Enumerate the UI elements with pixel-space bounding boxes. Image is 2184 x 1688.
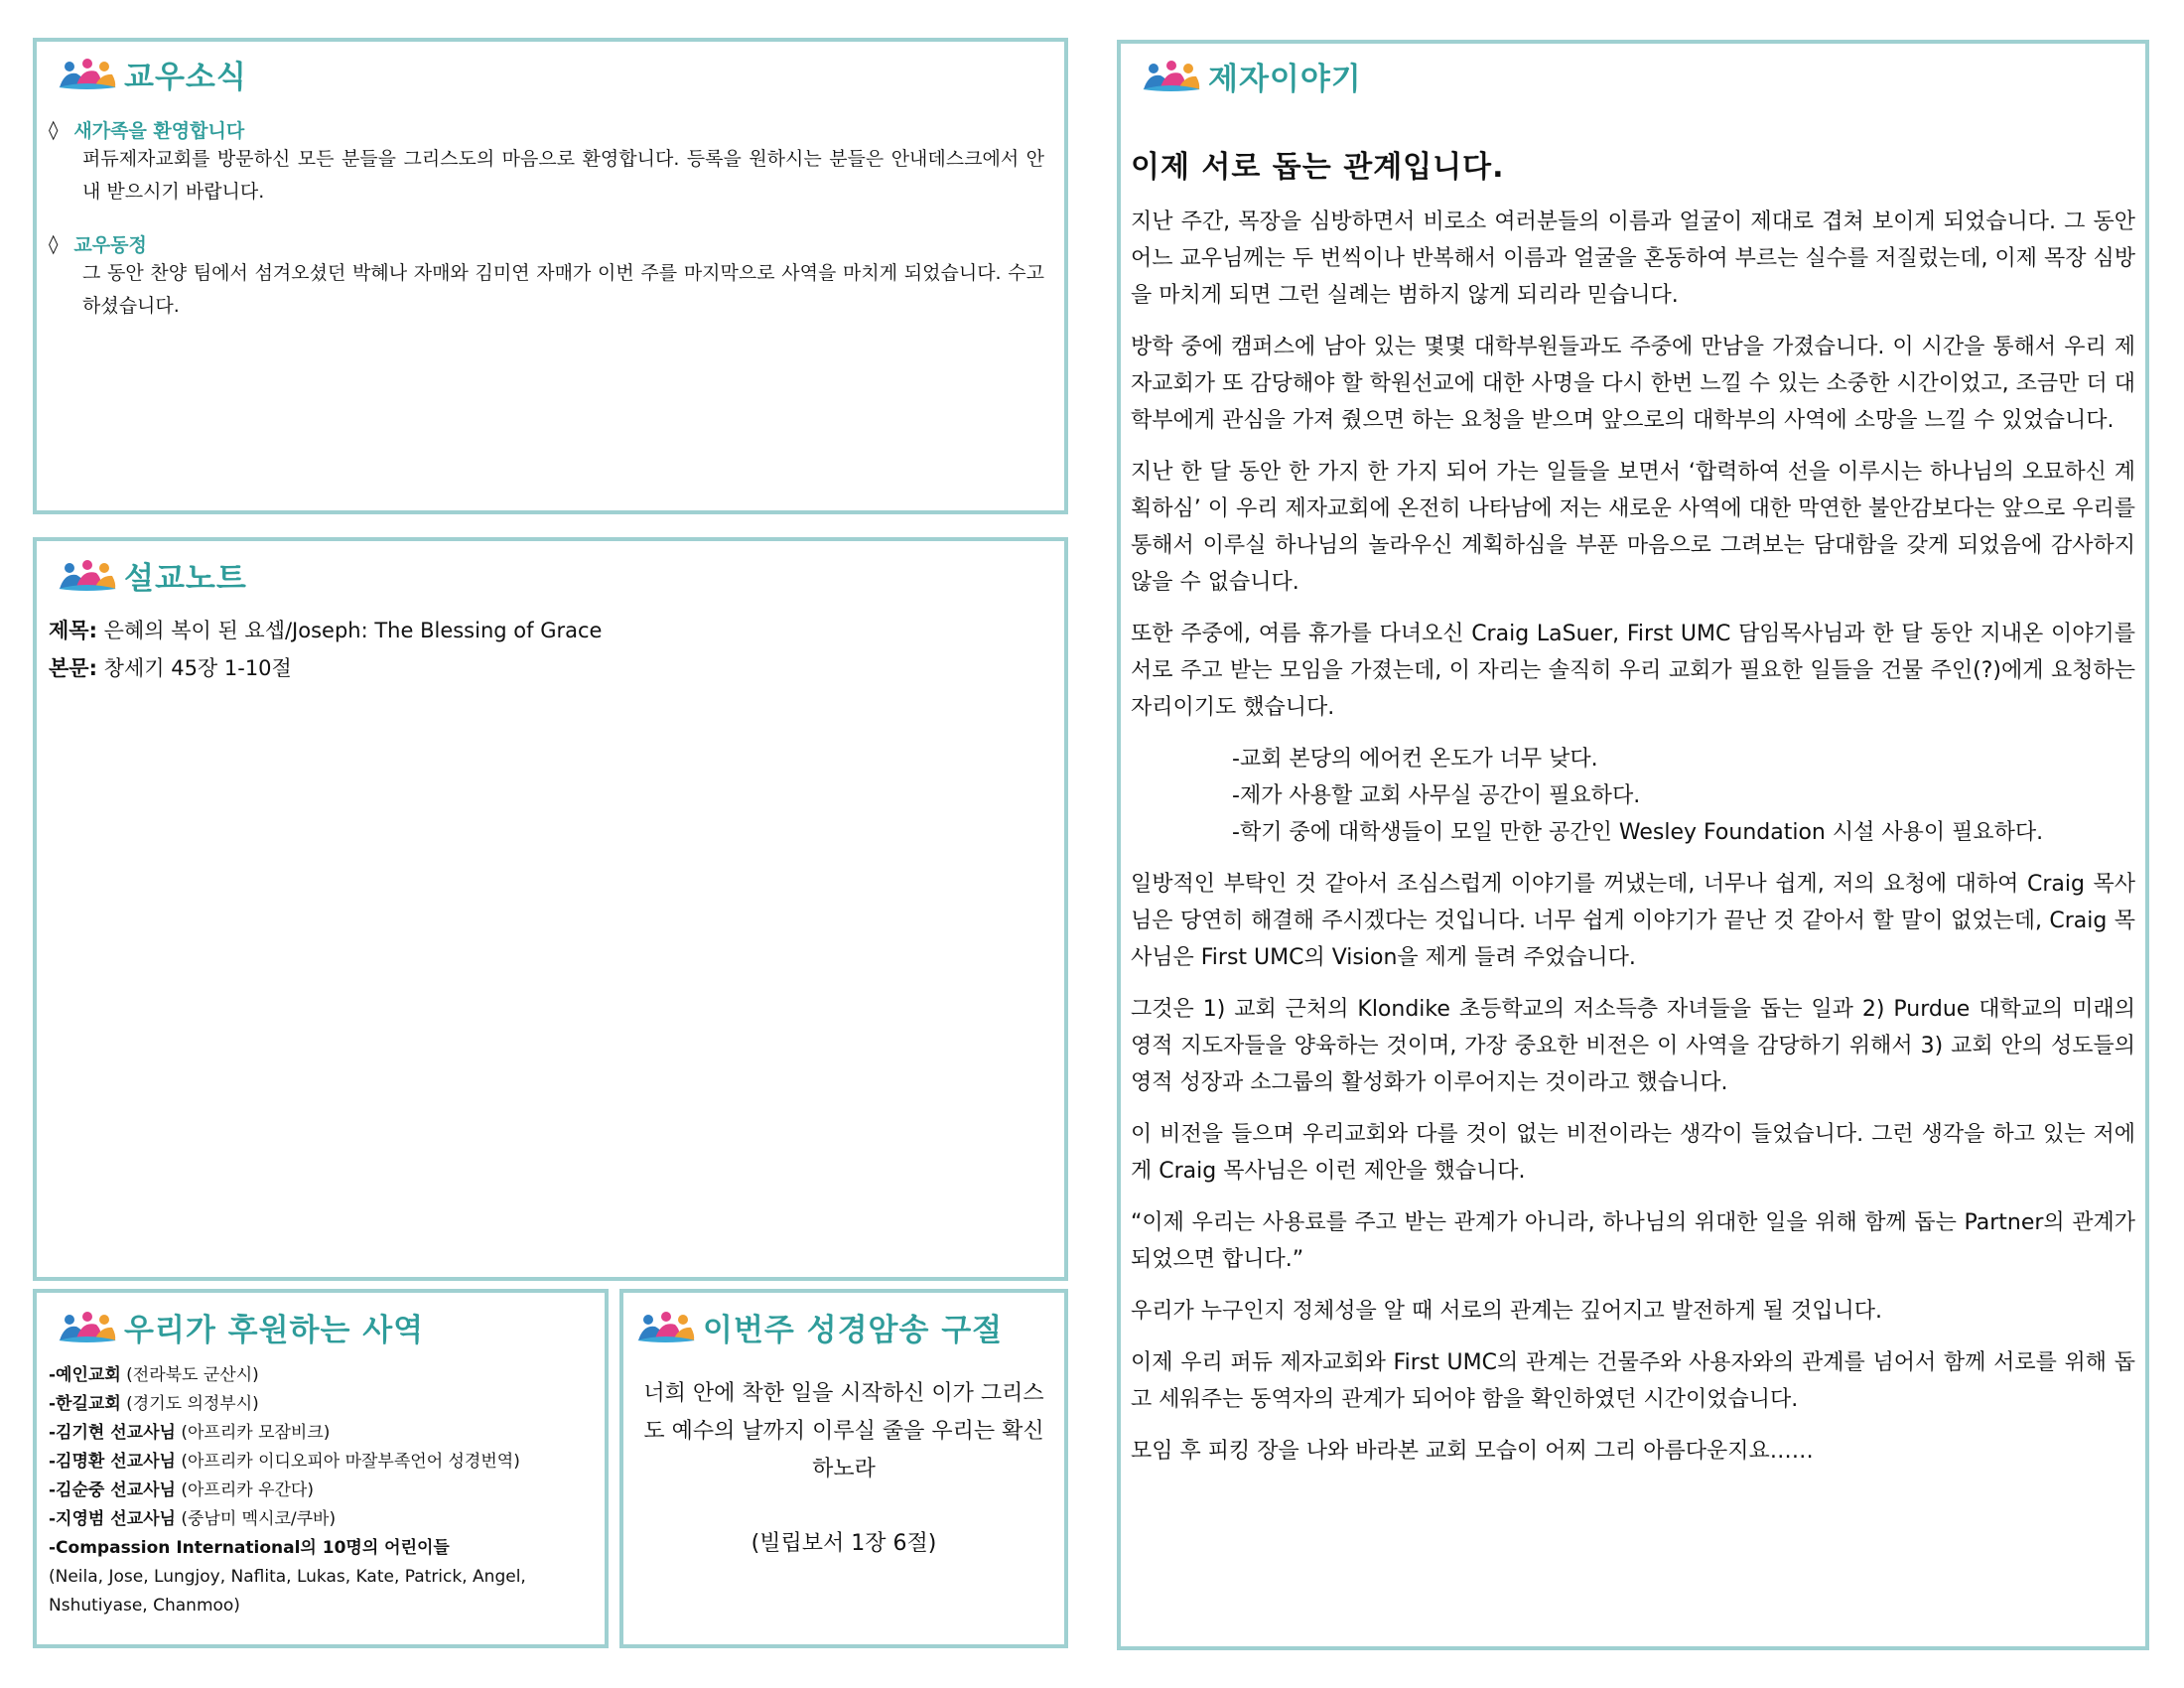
subject-value: 은혜의 복이 된 요셉/Joseph: The Blessing of Grace <box>103 619 603 642</box>
people-logo-icon <box>57 559 118 593</box>
story-paragraph: 또한 주중에, 여름 휴가를 다녀오신 Craig LaSuer, First UMC 담임목사님과 한 달 동안 지내온 이야기를 서로 주고 받는 모임을 가졌는데, 이 자리는 솔직히 우리 교회가 필요한 일들을 건물 주인(?)에게 요청하는 자리이기도 했습니다. <box>1131 622 2135 720</box>
story-paragraph: 지난 주간, 목장을 심방하면서 비로소 여러분들의 이름과 얼굴이 제대로 겹쳐 보이게 되었습니다. 그 동안 어느 교우님께는 두 번씩이나 반복해서 이름과 얼굴을 혼동하여 부르는 실수를 저질렀는데, 이제 목장 심방을 마치게 되면 그런 실례는 범하지 않게 되리라 믿습니다. <box>1131 210 2135 308</box>
people-logo-icon <box>635 1311 697 1344</box>
story-panel <box>1117 40 2149 1650</box>
news-panel <box>33 38 1068 514</box>
verse-panel <box>619 1289 1068 1648</box>
request-item: -교회 본당의 에어컨 온도가 너무 낮다. <box>1232 747 1598 772</box>
story-title: 제자이야기 <box>1208 62 1362 97</box>
support-item: -김순중 선교사님 (아프리카 우간다) <box>49 1480 314 1500</box>
support-children: (Neila, Jose, Lungjoy, Naflita, Lukas, Kate, Patrick, Angel, Nshutiyase, Chanmoo) <box>49 1567 526 1616</box>
story-paragraph: 우리가 누구인지 정체성을 알 때 서로의 관계는 깊어지고 발전하게 될 것입니다. <box>1131 1299 1882 1324</box>
news-title: 교우소식 <box>124 60 247 95</box>
story-paragraph: 모임 후 피킹 장을 나와 바라본 교회 모습이 어찌 그리 아름다운지요…… <box>1131 1439 1814 1464</box>
news-heading: 교우동정 <box>73 234 147 256</box>
support-item: -한길교회 (경기도 의정부시) <box>49 1394 259 1414</box>
sermon-subject <box>49 612 1052 649</box>
people-logo-icon <box>57 1311 118 1344</box>
news-body: 퍼듀제자교회를 방문하신 모든 분들을 그리스도의 마음으로 환영합니다. 등록을 원하시는 분들은 안내데스크에서 안내 받으시기 바랍니다. <box>82 148 1044 203</box>
verse-header <box>635 1305 1052 1349</box>
verse-title: 이번주 성경암송 구절 <box>703 1313 1004 1348</box>
verse-reference: (빌립보서 1장 6절) <box>751 1531 937 1556</box>
support-item: -예인교회 (전라북도 군산시) <box>49 1365 259 1385</box>
sermon-text <box>49 649 1052 687</box>
text-value: 창세기 45장 1-10절 <box>103 656 292 680</box>
story-header <box>1141 54 2135 98</box>
support-header <box>57 1305 593 1349</box>
news-heading: 새가족을 환영합니다 <box>73 120 245 142</box>
story-paragraph: 방학 중에 캠퍼스에 남아 있는 몇몇 대학부원들과도 주중에 만남을 가졌습니다. 이 시간을 통해서 우리 제자교회가 또 감당해야 할 학원선교에 대한 사명을 다시 한번 느낄 수 있는 소중한 시간이었고, 조금만 더 대학부에게 관심을 가져 줬으면 하는 요청을 받으며 앞으로의 대학부의 사역에 소망을 느낄 수 있었습니다. <box>1131 335 2135 433</box>
request-item: -제가 사용할 교회 사무실 공간이 필요하다. <box>1232 783 1641 808</box>
story-requests <box>1232 741 2135 851</box>
subject-label: 제목: <box>49 619 97 642</box>
people-logo-icon <box>57 58 118 91</box>
sermon-panel <box>33 537 1068 1281</box>
story-paragraph: 그것은 1) 교회 근처의 Klondike 초등학교의 저소득층 자녀들을 돕는 일과 2) Purdue 대학교의 미래의 영적 지도자들을 양육하는 것이며, 가장 중요한 비전은 이 사역을 감당하기 위해서 3) 교회 안의 성도들의 영적 성장과 소그룹의 활성화가 이루어지는 것이라고 했습니다. <box>1131 997 2135 1095</box>
story-paragraph: 지난 한 달 동안 한 가지 한 가지 되어 가는 일들을 보면서 ‘합력하여 선을 이루시는 하나님의 오묘하신 계획하심’ 이 우리 제자교회에 온전히 나타남에 저는 새로운 사역에 대한 막연한 불안감보다는 앞으로 우리를 통해서 이루실 하나님의 놀라우신 계획하심을 부푼 마음으로 그려보는 담대함을 갖게 되었음에 감사하지 않을 수 없습니다. <box>1131 460 2135 595</box>
verse-text: 너희 안에 착한 일을 시작하신 이가 그리스도 예수의 날까지 이루실 줄을 우리는 확신하노라 <box>643 1381 1044 1481</box>
story-paragraph: 일방적인 부탁인 것 같아서 조심스럽게 이야기를 꺼냈는데, 너무나 쉽게, 저의 요청에 대하여 Craig 목사님은 당연히 해결해 주시겠다는 것입니다. 너무 쉽게 이야기가 끝난 것 같아서 할 말이 없었는데, Craig 목사님은 First UMC의 Vision을 제게 들려 주었습니다. <box>1131 872 2135 970</box>
news-header <box>57 52 1052 96</box>
story-heading: 이제 서로 돕는 관계입니다. <box>1131 150 1505 185</box>
diamond-bullet-icon: ◊ <box>49 232 59 255</box>
sermon-header <box>57 553 1052 598</box>
news-body: 그 동안 찬양 팀에서 섬겨오셨던 박혜나 자매와 김미연 자매가 이번 주를 마지막으로 사역을 마치게 되었습니다. 수고하셨습니다. <box>82 262 1044 317</box>
support-item: -지영범 선교사님 (중남미 멕시코/쿠바) <box>49 1509 337 1529</box>
support-item: -김명환 선교사님 (아프리카 이디오피아 마잘부족언어 성경번역) <box>49 1452 520 1472</box>
news-item <box>49 116 1052 209</box>
support-title: 우리가 후원하는 사역 <box>124 1313 425 1348</box>
story-quote: “이제 우리는 사용료를 주고 받는 관계가 아니라, 하나님의 위대한 일을 위해 함께 돕는 Partner의 관계가 되었으면 합니다.” <box>1131 1210 2135 1272</box>
text-label: 본문: <box>49 656 97 680</box>
support-item: -Compassion International의 10명의 어린이들 <box>49 1538 450 1558</box>
story-paragraph: 이 비전을 들으며 우리교회와 다를 것이 없는 비전이라는 생각이 들었습니다. 그런 생각을 하고 있는 저에게 Craig 목사님은 이런 제안을 했습니다. <box>1131 1122 2135 1184</box>
news-item <box>49 230 1052 323</box>
support-item: -김기현 선교사님 (아프리카 모잠비크) <box>49 1423 331 1443</box>
story-paragraph: 이제 우리 퍼듀 제자교회와 First UMC의 관계는 건물주와 사용자와의 관계를 넘어서 함께 서로를 위해 돕고 세워주는 동역자의 관계가 되어야 함을 확인하였던 시간이었습니다. <box>1131 1350 2135 1412</box>
people-logo-icon <box>1141 60 1202 93</box>
support-panel <box>33 1289 609 1648</box>
request-item: -학기 중에 대학생들이 모일 만한 공간인 Wesley Foundation 시설 사용이 필요하다. <box>1232 820 2044 845</box>
diamond-bullet-icon: ◊ <box>49 118 59 141</box>
sermon-title: 설교노트 <box>124 561 247 597</box>
